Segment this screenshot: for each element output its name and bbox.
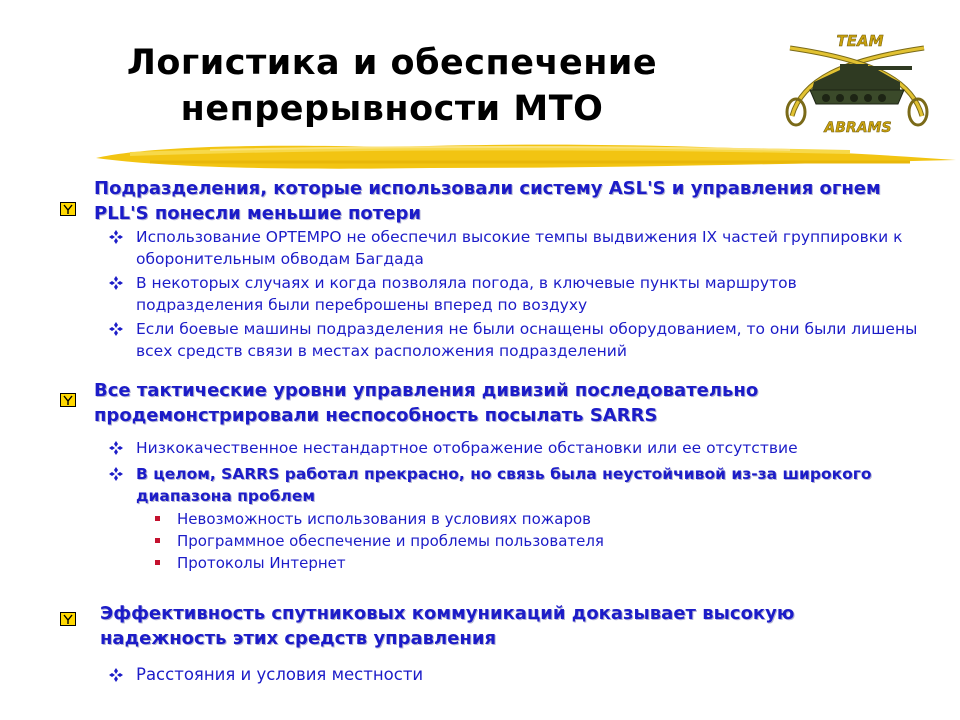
section-1-item-1: [108, 226, 928, 270]
item-text: Низкокачественное нестандартное отображение обстановки или ее отсутствие: [136, 439, 798, 457]
section-1-item-3: [108, 318, 928, 362]
checkbox-bullet-icon: [60, 393, 76, 407]
item-text: В целом, SARRS работал прекрасно, но связь была неустойчивой из-за широкого диапазона проблем: [136, 465, 872, 505]
title-underline-brushstroke: [90, 134, 960, 174]
diamond-bullet-icon: [108, 321, 124, 337]
subitem-text: Невозможность использования в условиях пожаров: [177, 510, 592, 528]
title-line-2: непрерывности МТО: [180, 89, 604, 129]
section-2-subitem-3: [155, 552, 855, 574]
item-text: Расстояния и условия местности: [136, 665, 424, 684]
section-2-heading: Все тактические уровни управления дивизий последовательно продемонстрировали неспособность посылать SARRS: [94, 380, 759, 426]
diamond-bullet-icon: [108, 466, 124, 482]
section-2-item-2: [108, 463, 938, 507]
section-2-subitem-1: [155, 508, 855, 530]
section-2-item-1: [108, 437, 928, 459]
slide-title: [92, 40, 692, 132]
diamond-bullet-icon: [108, 229, 124, 245]
subitem-text: Протоколы Интернет: [177, 554, 346, 572]
checkbox-bullet-icon: [60, 202, 76, 216]
logo-bottom-text: ABRAMS: [824, 120, 892, 136]
item-text: Если боевые машины подразделения не были оснащены оборудованием, то они были лишены всех средств связи в местах расположения подразделений: [136, 320, 918, 360]
tank-icon: [810, 64, 912, 104]
red-square-bullet-icon: [155, 516, 160, 521]
item-text: Использование OPTEMPO не обеспечил высокие темпы выдвижения IX частей группировки к оборонительным обводам Багдада: [136, 228, 903, 268]
section-1-item-2: [108, 272, 928, 316]
section-3-item-1: [108, 664, 928, 686]
diamond-bullet-icon: [108, 440, 124, 456]
diamond-bullet-icon: [108, 667, 124, 683]
team-abrams-logo: [782, 20, 932, 138]
checkbox-bullet-icon: [60, 612, 76, 626]
red-square-bullet-icon: [155, 560, 160, 565]
section-1-heading: Подразделения, которые использовали систему ASL'S и управления огнем PLL'S понесли меньшие потери: [94, 178, 881, 224]
item-text: В некоторых случаях и когда позволяла погода, в ключевые пункты маршрутов подразделения были переброшены вперед по воздуху: [136, 274, 797, 314]
section-3-heading: Эффективность спутниковых коммуникаций доказывает высокую надежность этих средств управления: [100, 603, 795, 649]
section-2-subitem-2: [155, 530, 855, 552]
diamond-bullet-icon: [108, 275, 124, 291]
red-square-bullet-icon: [155, 538, 160, 543]
title-line-1: Логистика и обеспечение: [126, 43, 658, 83]
logo-top-text: TEAM: [836, 32, 884, 50]
subitem-text: Программное обеспечение и проблемы пользователя: [177, 532, 604, 550]
